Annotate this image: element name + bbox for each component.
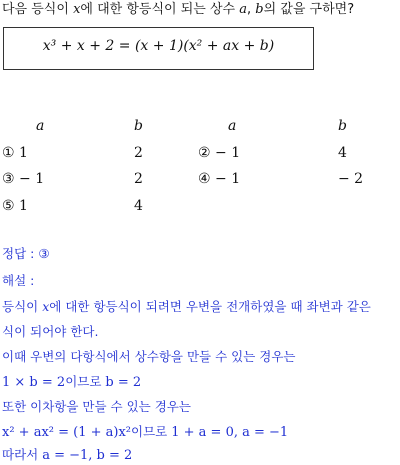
- solution-line-1-pre: 등식이: [2, 299, 43, 314]
- solution-line-5: 또한 이차항을 만들 수 있는 경우는: [2, 399, 191, 414]
- answer: [2, 245, 50, 263]
- solution-line-6-math: x² + ax² = (1 + a)x²: [2, 425, 132, 440]
- question-var-a: a: [239, 2, 247, 17]
- answer-value: ③: [38, 246, 50, 261]
- header-b-right: b: [338, 118, 347, 134]
- question-text-pre: 다음 등식이: [2, 2, 74, 17]
- option-4[interactable]: [198, 170, 240, 188]
- option-5-mark: ⑤: [2, 198, 15, 214]
- solution-line-4-mid: 이므로: [65, 374, 106, 389]
- header-a-right: a: [228, 118, 237, 134]
- option-1[interactable]: [2, 144, 28, 162]
- header-a-left: a: [36, 118, 45, 134]
- question-text-post: 의 값을 구하면?: [263, 2, 355, 17]
- solution-line-6-mid: 이므로: [131, 424, 172, 439]
- equation: x³ + x + 2 = (x + 1)(x² + ax + b): [42, 38, 275, 54]
- option-2-a: − 1: [215, 145, 241, 161]
- question-text: [2, 0, 354, 20]
- option-2-mark: ②: [198, 145, 211, 161]
- solution-line-6-math2: 1 + a = 0, a = −1: [171, 425, 289, 440]
- option-5-a: 1: [19, 198, 28, 214]
- solution-line-1-post: 에 대한 항등식이 되려면 우변을 전개하였을 때 좌변과 같은: [49, 299, 371, 314]
- solution-line-3: 이때 우변의 다항식에서 상수항을 만들 수 있는 경우는: [2, 349, 296, 364]
- question-var-b: b: [255, 2, 264, 17]
- solution-line-4-math: 1 × b = 2: [2, 375, 66, 390]
- solution-label: 해설 :: [2, 273, 35, 288]
- option-1-mark: ①: [2, 145, 15, 161]
- equation-box: [3, 27, 314, 70]
- option-1-a: 1: [19, 145, 28, 161]
- option-5[interactable]: [2, 197, 28, 215]
- header-b-left: b: [134, 118, 143, 134]
- solution-line-2: 식이 되어야 한다.: [2, 324, 99, 339]
- solution-line-1: [2, 298, 371, 316]
- solution-line-7-pre: 따라서: [2, 447, 43, 462]
- option-2-b: 4: [338, 145, 347, 161]
- question-var-x: x: [73, 2, 81, 17]
- option-5-b: 4: [134, 198, 143, 214]
- option-2[interactable]: [198, 144, 240, 162]
- option-4-b: − 2: [338, 171, 364, 187]
- solution-line-7: [2, 446, 132, 465]
- option-3[interactable]: [2, 170, 44, 188]
- solution-line-7-math: a = −1, b = 2: [42, 448, 133, 463]
- solution-line-6: [2, 423, 288, 442]
- solution-line-4: [2, 373, 141, 392]
- option-3-mark: ③: [2, 171, 15, 187]
- solution-line-1-x: x: [42, 299, 50, 314]
- option-1-b: 2: [134, 145, 143, 161]
- solution-line-4-math2: b = 2: [105, 375, 142, 390]
- question-comma: ,: [246, 2, 256, 17]
- option-4-a: − 1: [215, 171, 241, 187]
- option-4-mark: ④: [198, 171, 211, 187]
- option-3-a: − 1: [19, 171, 45, 187]
- answer-label: 정답 :: [2, 246, 39, 261]
- option-3-b: 2: [134, 171, 143, 187]
- question-text-mid: 에 대한 항등식이 되는 상수: [80, 2, 240, 17]
